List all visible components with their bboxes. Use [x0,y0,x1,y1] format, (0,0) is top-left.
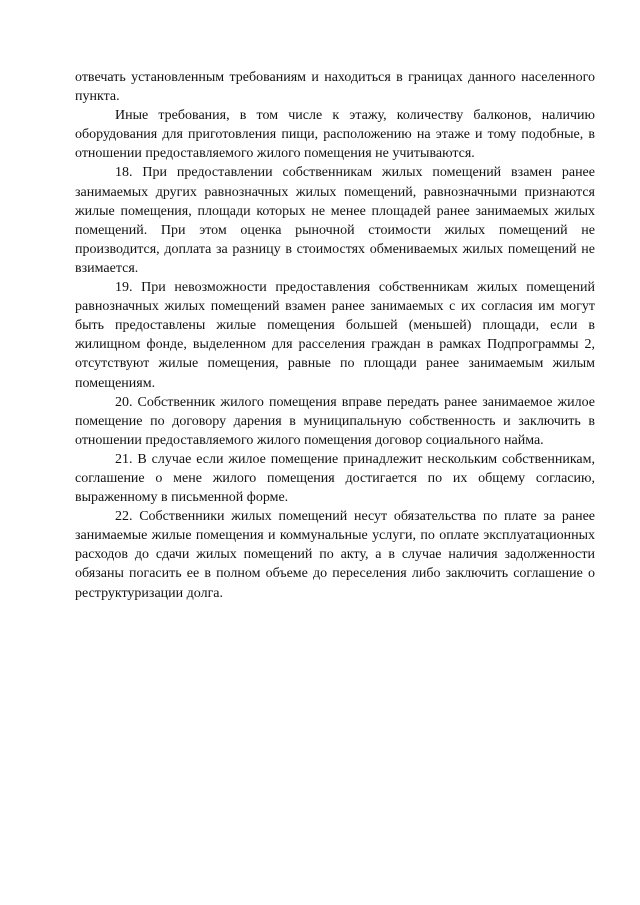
paragraph-other-requirements: Иные требования, в том числе к этажу, количеству балконов, наличию оборудования для приготовления пищи, расположению на этаже и тому подобные, в отношении предоставляемого жилого помещения не учитываются. [75,108,595,162]
paragraph-item-19: 19. При невозможности предоставления собственникам жилых помещений равнозначных жилых помещений взамен ранее занимаемых с их согласия им могут быть предоставлены жилые помещения большей (меньшей) площади, если в жилищном фонде, выделенном для расселения граждан в рамках Подпрограммы 2, отсутствуют жилые помещения, равные по площади ранее занимаемым жилым помещениям. [75,280,595,391]
document-page [75,68,595,603]
paragraph-item-22: 22. Собственники жилых помещений несут обязательства по плате за ранее занимаемые жилые помещения и коммунальные услуги, по оплате эксплуатационных расходов до сдачи жилых помещений по акту, а в случае наличия задолженности обязаны погасить ее в полном объеме до переселения либо заключить соглашение о реструктуризации долга. [75,509,595,601]
paragraph-item-21: 21. В случае если жилое помещение принадлежит нескольким собственникам, соглашение о мене жилого помещения достигается по их общему согласию, выраженному в письменной форме. [75,451,595,506]
paragraph-continuation: отвечать установленным требованиям и находиться в границах данного населенного пункта. [75,70,595,105]
paragraph-item-18: 18. При предоставлении собственникам жилых помещений взамен ранее занимаемых других равнозначных жилых помещений, равнозначными признаются жилые помещения, площади которых не менее площадей ранее занимаемых жилых помещений. При этом оценка рыночной стоимости жилых помещений не производится, доплата за разницу в стоимостях обмениваемых жилых помещений не взимается. [75,165,595,276]
paragraph-item-20: 20. Собственник жилого помещения вправе передать ранее занимаемое жилое помещение по договору дарения в муниципальную собственность и заключить в отношении предоставляемого жилого помещения договор социального найма. [75,394,595,448]
